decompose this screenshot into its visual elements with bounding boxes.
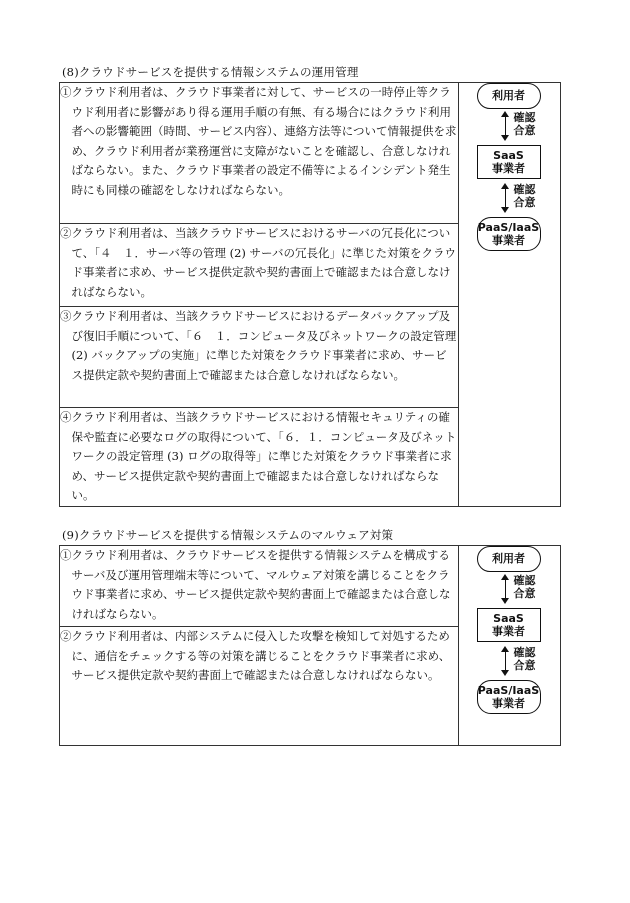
section-8-item-2: ②クラウド利用者は、当該クラウドサービスにおけるサーバの冗長化について、「４ １．サーバ等の管理 (2) サーバの冗長化」に準じた対策をクラウド事業者に求め、サービス提供定款や契約書面上で確認または合意しなければならない。 xyxy=(60,224,459,307)
confirm-arrow-1 xyxy=(505,115,507,137)
confirm-agree-label-1: 確認 合意 xyxy=(513,574,536,600)
user-node: 利用者 xyxy=(477,546,541,572)
section-8-title: (8)クラウドサービスを提供する情報システムの運用管理 xyxy=(62,65,359,79)
section-8-item-3: ③クラウド利用者は、当該クラウドサービスにおけるデータバックアップ及び復旧手順について、「６ １．コンピュータ及びネットワークの設定管理 (2) バックアップの実施」に準じた対策をクラウド事業者に求め、サービス提供定款や契約書面上で確認または合意しなければならない。 xyxy=(60,307,459,408)
confirm-arrow-1 xyxy=(505,578,507,600)
confirm-arrow-2 xyxy=(505,187,507,209)
section-8-table xyxy=(59,82,561,507)
confirm-agree-label-2: 確認 合意 xyxy=(513,183,536,209)
confirm-arrow-2 xyxy=(505,650,507,672)
saas-node: SaaS 事業者 xyxy=(477,608,541,642)
confirm-agree-label-2: 確認 合意 xyxy=(513,646,536,672)
section-8-diagram xyxy=(459,83,561,507)
section-9-title: (9)クラウドサービスを提供する情報システムのマルウェア対策 xyxy=(62,528,394,542)
confirm-agree-label-1: 確認 合意 xyxy=(513,111,536,137)
section-9-table xyxy=(59,545,561,746)
section-8-item-4: ④クラウド利用者は、当該クラウドサービスにおける情報セキュリティの確保や監査に必要なログの取得について、「６．１．コンピュータ及びネットワークの設定管理 (3) ログの取得等」に準じた対策をクラウド事業者に求め、サービス提供定款や契約書面上で確認または合意しなければならない。 xyxy=(60,408,459,507)
section-9-item-2: ②クラウド利用者は、内部システムに侵入した攻撃を検知して対処するために、通信をチェックする等の対策を講じることをクラウド事業者に求め、サービス提供定款や契約書面上で確認または合意しなければならない。 xyxy=(60,627,459,746)
saas-node: SaaS 事業者 xyxy=(477,145,541,179)
section-9-diagram xyxy=(459,546,561,746)
user-node: 利用者 xyxy=(477,83,541,109)
section-8-item-1: ①クラウド利用者は、クラウド事業者に対して、サービスの一時停止等クラウド利用者に影響があり得る運用手順の有無、有る場合にはクラウド利用者への影響範囲（時間、サービス内容）、連絡方法等について情報提供を求め、クラウド利用者が業務運営に支障がないことを確認し、合意しなければならない。また、クラウド事業者の設定不備等によるインシデント発生時にも同様の確認をしなければならない。 xyxy=(60,83,459,224)
paas-node: PaaS/IaaS 事業者 xyxy=(477,217,541,251)
paas-node: PaaS/IaaS 事業者 xyxy=(477,680,541,714)
section-9-item-1: ①クラウド利用者は、クラウドサービスを提供する情報システムを構成するサーバ及び運用管理端末等について、マルウェア対策を講じることをクラウド事業者に求め、サービス提供定款や契約書面上で確認または合意しなければならない。 xyxy=(60,546,459,627)
